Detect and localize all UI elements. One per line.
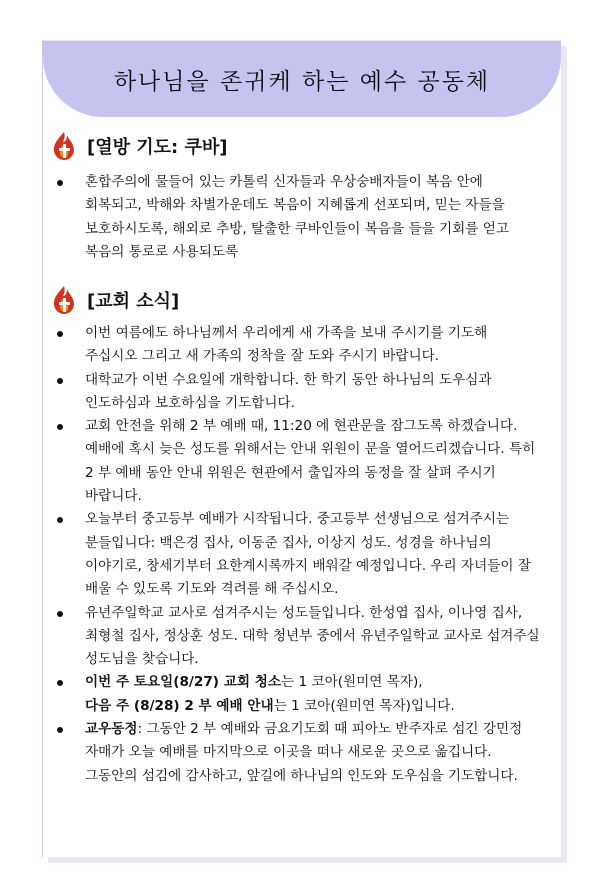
bulletin-title: 하나님을 존귀케 하는 예수 공동체 (113, 68, 491, 95)
prayer-list (43, 171, 543, 264)
list-item: 이번 여름에도 하나님께서 우리에게 새 가족을 보내 주시기를 기도해 주십시오 그리고 새 가족의 정착을 잘 도와 주시기 바랍니다. (43, 322, 543, 369)
bullet-icon (57, 611, 63, 617)
news-list (43, 322, 543, 788)
member-news-label: 교우동정 (85, 721, 138, 738)
list-item: 대학교가 이번 수요일에 개학합니다. 한 학기 동안 하나님의 도우심과 인도하심과 보호하심을 기도합니다. (43, 369, 543, 416)
list-item: 유년주일학교 교사로 섬겨주시는 성도들입니다. 한성엽 집사, 이나영 집사, 최형철 집사, 정상훈 성도. 대학 청년부 중에서 유년주일학교 교사로 섬겨주실 성도님을 찾습니다. (43, 602, 543, 672)
bullet-icon (57, 517, 63, 523)
section-header-prayer (51, 131, 228, 161)
list-item: 이번 주 토요일(8/27) 교회 청소는 1 코아(원미연 목자), 다음 주 (8/28) 2 부 예배 안내는 1 코아(원미연 목자)입니다. (43, 671, 543, 718)
cleaning-label: 이번 주 토요일(8/27) 교회 청소 (85, 674, 282, 691)
bullet-icon (57, 378, 63, 384)
bulletin-card (42, 40, 561, 857)
bullet-icon (57, 424, 63, 430)
list-item: 교회 안전을 위해 2 부 예배 때, 11:20 에 현관문을 잠그도록 하겠습니다. 예배에 혹시 늦은 성도를 위해서는 안내 위원이 문을 열어드리겠습니다. 특히 2 부 예배 동안 안내 위원은 현관에서 출입자의 동정을 잘 살펴 주시기 바랍니다. (43, 415, 543, 508)
bullet-icon (57, 727, 63, 733)
flame-cross-icon (51, 285, 77, 315)
list-item: 혼합주의에 물들어 있는 카톨릭 신자들과 우상숭배자들이 복음 안에 회복되고, 박해와 차별가운데도 복음이 지혜롭게 선포되며, 믿는 자들을 보호하시도록, 해외로 추방, 탈출한 쿠바인들이 복음을 들을 기회를 얻고 복음의 통로로 사용되도록 (43, 171, 543, 264)
flame-cross-icon (51, 131, 77, 161)
list-item: 교우동정: 그동안 2 부 예배와 금요기도회 때 피아노 반주자로 섬긴 강민정 자매가 오늘 예배를 마지막으로 이곳을 떠나 새로운 곳으로 옮깁니다. 그동안의 섬김에 감사하고, 앞길에 하나님의 인도와 도우심을 기도합니다. (43, 718, 543, 788)
section-title: [열방 기도: 쿠바] (87, 137, 228, 158)
usher-label: 다음 주 (8/28) 2 부 예배 안내 (85, 697, 274, 714)
section-header-news (51, 285, 179, 315)
list-item: 오늘부터 중고등부 예배가 시작됩니다. 중고등부 선생님으로 섬겨주시는 분들입니다: 백은경 집사, 이동준 집사, 이상지 성도. 성경을 하나님의 이야기로, 창세기부터 요한계시록까지 배워갈 예정입니다. 우리 자녀들이 잘 배울 수 있도록 기도와 격려를 해 주십시오. (43, 508, 543, 601)
section-title: [교회 소식] (87, 291, 180, 312)
bullet-icon (57, 331, 63, 337)
bulletin-header (43, 41, 561, 117)
bullet-icon (57, 680, 63, 686)
bullet-icon (57, 180, 63, 186)
